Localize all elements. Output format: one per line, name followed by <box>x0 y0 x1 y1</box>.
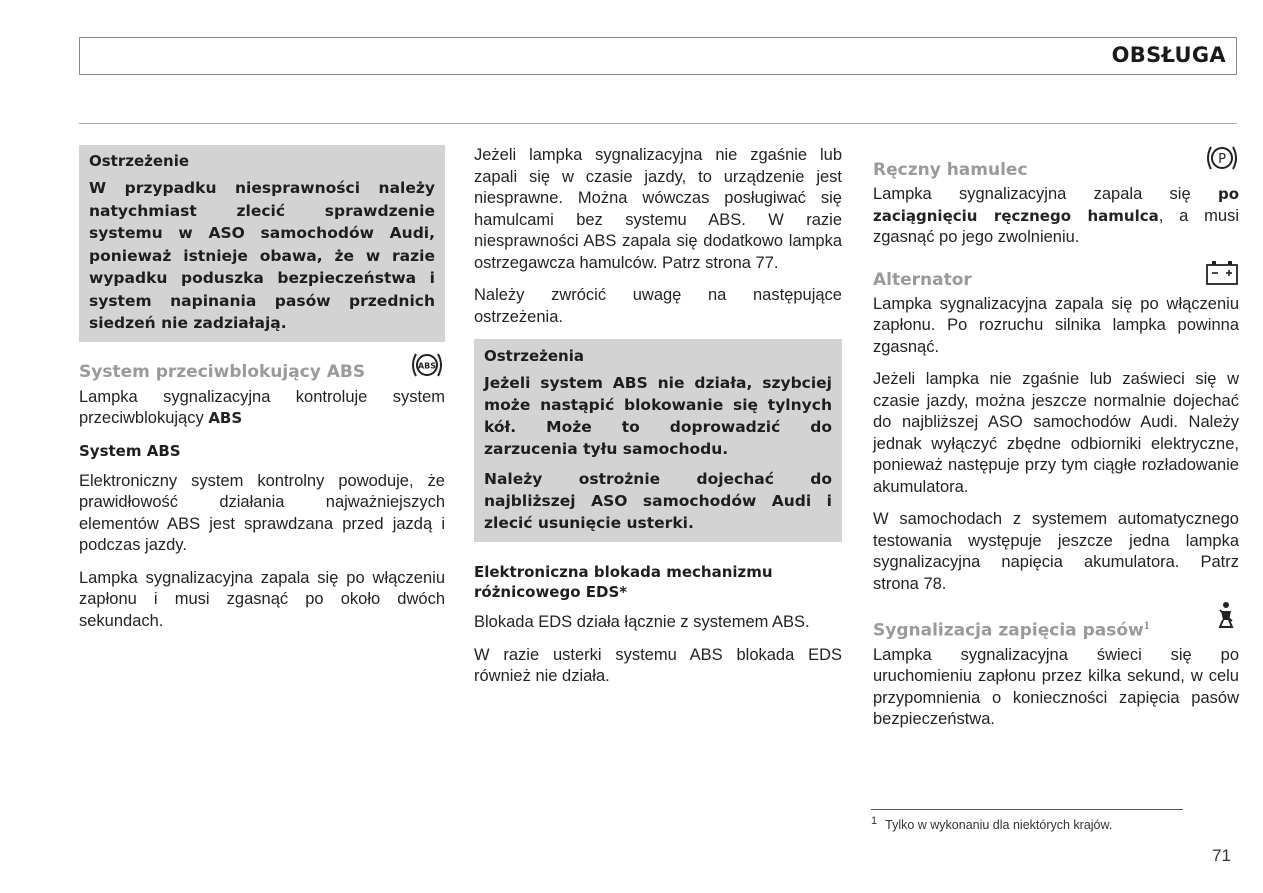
abs-paragraph-1: Lampka sygnalizacyjna kontroluje system przeciwblokujący ABS <box>79 387 445 427</box>
footnote: $^1$ Tylko w wykonaniu dla niektórych krajów. <box>871 815 1113 833</box>
warning-text: W przypadku niesprawności należy natychmiast zlecić sprawdzenie systemu w ASO samochodów Audi, ponieważ istnieje obawa, że w razie wypadku poduszka bezpieczeństwa i system napinania pasów przednich siedzeń nie zadziałają. <box>89 179 435 332</box>
abs-section-header <box>79 362 445 382</box>
hand-brake-header <box>873 152 1239 180</box>
attention-paragraph: Należy zwrócić uwagę na następujące ostrzeżenia. <box>474 286 842 326</box>
alternator-paragraph-2: Jeżeli lampka nie zgaśnie lub zaświeci się w czasie jazdy, można jeszcze normalnie dojechać do najbliższej ASO samochodów Audi. Należy jednak wyłączyć zbędne odbiorniki elektryczne, ponieważ następuje przy tym ciągłe rozładowanie akumulatora. <box>873 370 1239 496</box>
seatbelt-footnote-mark: 1 <box>1143 618 1150 632</box>
eds-title: Elektroniczna blokada mechanizmu różnicowego EDS* <box>474 563 773 601</box>
eds-paragraph-2: W razie usterki systemu ABS blokada EDS również nie działa. <box>474 645 842 685</box>
abs-failure-paragraph: Jeżeli lampka sygnalizacyjna nie zgaśnie lub zapali się w czasie jazdy, to urządzenie jest niesprawne. Można wówczas posługiwać się hamulcami bez systemu ABS. W razie niesprawności ABS zapala się dodatkowo lampka ostrzegawcza hamulców. Patrz strona 77. <box>474 146 842 272</box>
page-number: 71 <box>1212 846 1231 865</box>
eds-paragraph-1: Blokada EDS działa łącznie z systemem ABS. <box>474 613 810 631</box>
seatbelt-icon <box>1215 601 1237 634</box>
warning-text-1: Jeżeli system ABS nie działa, szybciej może nastąpić blokowanie się tylnych kół. Może to doprowadzić do zarzucenia tyłu samochodu. <box>484 374 832 458</box>
system-abs-title: System ABS <box>79 441 181 460</box>
warning-title: Ostrzeżenia <box>484 347 584 365</box>
battery-icon <box>1205 260 1239 291</box>
alternator-heading: Alternator <box>873 269 972 290</box>
column-3 <box>873 145 1239 742</box>
column-1 <box>79 145 445 643</box>
footnote-rule <box>871 809 1183 810</box>
warning-box-abs <box>474 339 842 542</box>
header-bar <box>79 37 1237 75</box>
section-title: OBSŁUGA <box>1111 43 1226 67</box>
warning-title: Ostrzeżenie <box>89 152 190 170</box>
header-rule <box>79 123 1237 124</box>
svg-text:ABS: ABS <box>417 361 437 370</box>
alternator-paragraph-3: W samochodach z systemem automatycznego testowania występuje jeszcze jedna lampka sygnalizacyjna napięcia akumulatora. Patrz strona 78. <box>873 510 1239 593</box>
parking-brake-icon <box>1205 144 1239 177</box>
seatbelt-header <box>873 615 1239 641</box>
hand-brake-paragraph: Lampka sygnalizacyjna zapala się po zaciągnięciu ręcznego hamulca, a musi zgasnąć po jego zwolnieniu. <box>873 185 1239 246</box>
hand-brake-heading: Ręczny hamulec <box>873 160 1028 180</box>
abs-heading: System przeciwblokujący ABS <box>79 361 366 382</box>
abs-warning-icon <box>409 350 445 385</box>
abs-paragraph-2: Elektroniczny system kontrolny powoduje, że prawidłowość działania najważniejszych elementów ABS jest sprawdzana przed jazdą i podczas jazdy. <box>79 471 445 554</box>
column-2 <box>474 145 842 699</box>
alternator-paragraph-1: Lampka sygnalizacyjna zapala się po włączeniu zapłonu. Po rozruchu silnika lampka powinna zgasnąć. <box>873 294 1239 356</box>
warning-text-2: Należy ostrożnie dojechać do najbliższej ASO samochodów Audi i zlecić usunięcie usterki. <box>484 470 832 532</box>
seatbelt-heading: Sygnalizacja zapięcia pasów$^1$ <box>873 618 1150 641</box>
abs-paragraph-3: Lampka sygnalizacyjna zapala się po włączeniu zapłonu i musi zgasnąć po około dwóch sekundach. <box>79 568 445 630</box>
svg-text:P: P <box>1218 152 1226 167</box>
alternator-header <box>873 270 1239 290</box>
warning-box-airbag <box>79 145 445 342</box>
seatbelt-paragraph: Lampka sygnalizacyjna świeci się po uruchomieniu zapłonu przez kilka sekund, w celu przypomnienia o konieczności zapięcia pasów bezpieczeństwa. <box>873 645 1239 729</box>
